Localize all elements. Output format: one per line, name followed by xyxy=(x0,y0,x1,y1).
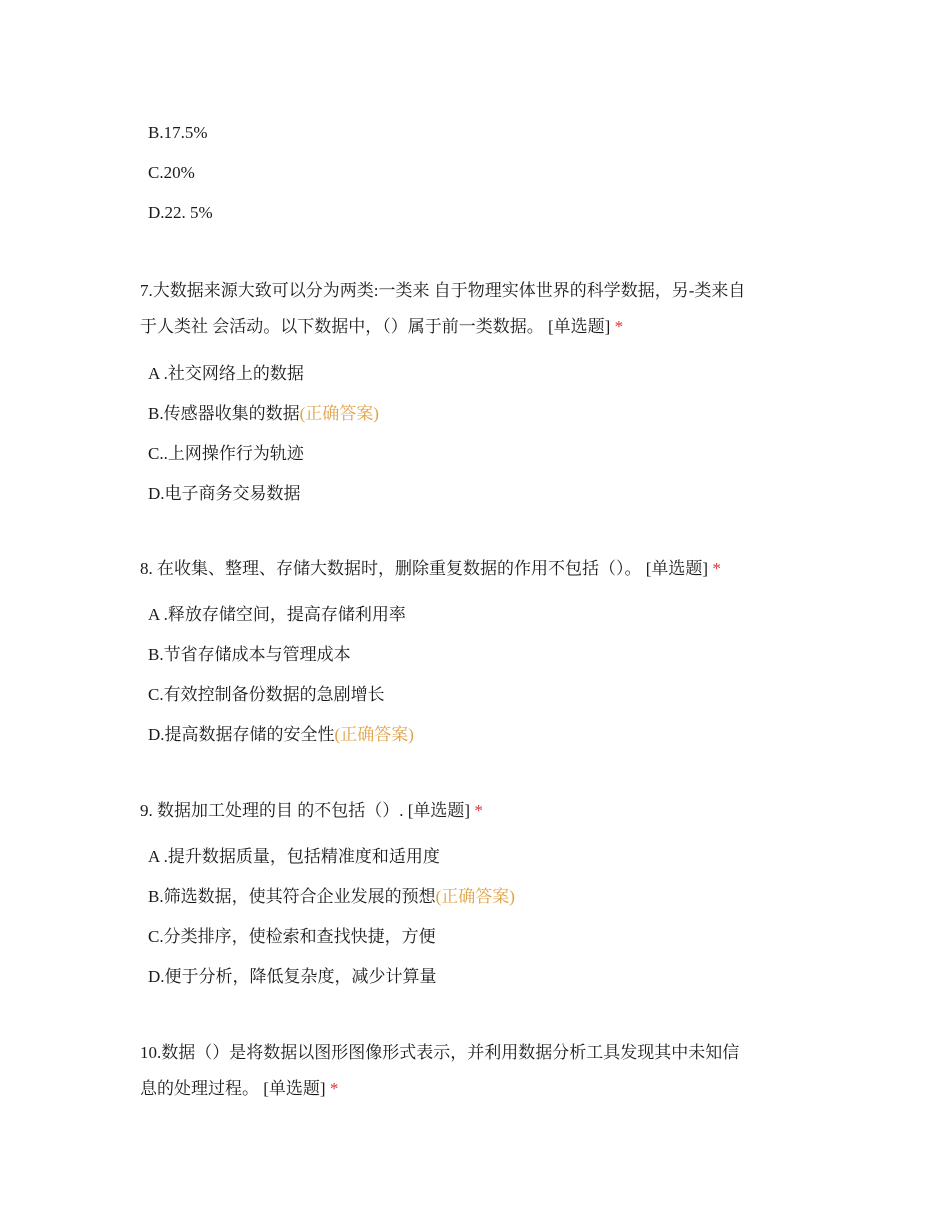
question-7-option-d[interactable] xyxy=(148,482,301,506)
required-mark: * xyxy=(329,1079,339,1098)
question-title-text: 息的处理过程。 [单选题] xyxy=(140,1079,326,1098)
question-title-text: 9. 数据加工处理的目 的不包括（）. [单选题] xyxy=(140,801,471,820)
required-mark: * xyxy=(614,317,624,336)
question-title-text: 于人类社 会活动。以下数据中，（）属于前一类数据。 [单选题] xyxy=(140,317,611,336)
question-7-option-a[interactable] xyxy=(148,362,304,386)
question-title-line xyxy=(140,793,820,829)
option-label: D.提高数据存储的安全性 xyxy=(148,725,335,744)
question-10-title xyxy=(140,1035,820,1107)
question-8-option-d[interactable] xyxy=(148,723,414,747)
question-7-option-b[interactable] xyxy=(148,402,379,426)
prev-option-c[interactable] xyxy=(148,161,195,185)
correct-answer-mark: (正确答案) xyxy=(334,725,414,744)
question-title-line xyxy=(140,1071,820,1107)
question-9-option-d[interactable] xyxy=(148,965,437,989)
correct-answer-mark: (正确答案) xyxy=(435,887,515,906)
question-title-line: 10.数据（）是将数据以图形图像形式表示，并利用数据分析工具发现其中未知信 xyxy=(140,1043,740,1062)
required-mark: * xyxy=(474,801,483,820)
question-9-option-a[interactable] xyxy=(148,845,440,869)
option-label: D.便于分析，降低复杂度，减少计算量 xyxy=(148,967,437,986)
question-8-option-b[interactable] xyxy=(148,643,351,667)
option-label: C.20% xyxy=(148,163,195,182)
option-label: D.电子商务交易数据 xyxy=(148,484,301,503)
option-label: A .释放存储空间，提高存储利用率 xyxy=(148,605,406,624)
question-8-option-c[interactable] xyxy=(148,683,385,707)
option-label: A .社交网络上的数据 xyxy=(148,364,304,383)
question-9-option-b[interactable] xyxy=(148,885,515,909)
question-title-line xyxy=(140,551,820,587)
question-title-line: 7.大数据来源大致可以分为两类:一类来 自于物理实体世界的科学数据，另-类来自 xyxy=(140,281,746,300)
option-label: B.传感器收集的数据 xyxy=(148,404,300,423)
question-9-title xyxy=(140,793,820,829)
question-9-option-c[interactable] xyxy=(148,925,436,949)
required-mark: * xyxy=(712,559,721,578)
question-8-title xyxy=(140,551,820,587)
option-label: C..上网操作行为轨迹 xyxy=(148,444,304,463)
question-7-option-c[interactable] xyxy=(148,442,304,466)
option-label: C.分类排序，使检索和查找快捷，方便 xyxy=(148,927,436,946)
option-label: B.节省存储成本与管理成本 xyxy=(148,645,351,664)
prev-option-b[interactable] xyxy=(148,121,208,145)
option-label: B.17.5% xyxy=(148,123,208,142)
option-label: A .提升数据质量，包括精准度和适用度 xyxy=(148,847,440,866)
question-7-title xyxy=(140,273,820,345)
prev-option-d[interactable] xyxy=(148,201,213,225)
option-label: B.筛选数据，使其符合企业发展的预想 xyxy=(148,887,436,906)
correct-answer-mark: (正确答案) xyxy=(299,404,379,423)
question-title-line xyxy=(140,309,820,345)
option-label: C.有效控制备份数据的急剧增长 xyxy=(148,685,385,704)
option-label: D.22. 5% xyxy=(148,203,213,222)
question-title-text: 8. 在收集、整理、存储大数据时，删除重复数据的作用不包括（）。 [单选题] xyxy=(140,559,709,578)
question-8-option-a[interactable] xyxy=(148,603,406,627)
